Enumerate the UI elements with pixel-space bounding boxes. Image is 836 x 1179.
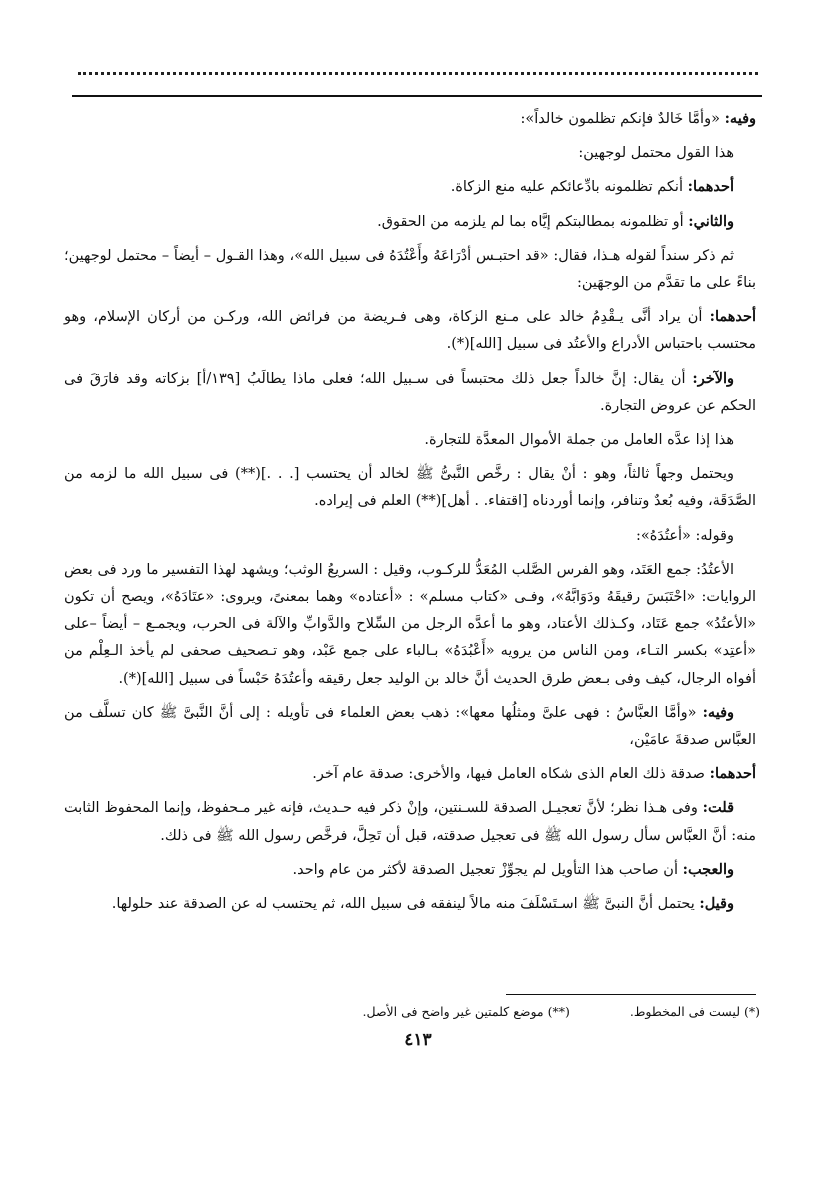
paragraph [64, 890, 756, 918]
paragraph [64, 365, 756, 420]
paragraph [64, 699, 756, 754]
footnote-rule [506, 994, 756, 995]
paragraph-text: أن صاحب هذا التأويل لم يجوِّزْ تعجيل الصدقة لأكثر من عام واحد. [292, 861, 683, 878]
paragraph-lead: وفيه: [724, 110, 756, 127]
paragraph-text: «وأمَّا خَالدٌ فإنكم تظلمون خالداً»: [520, 111, 725, 127]
paragraph [64, 105, 756, 133]
paragraph-lead: أحدهما: [709, 308, 756, 326]
paragraph [64, 856, 756, 884]
paragraph-text: الأعتُدُ: جمع العَتَد، وهو الفرس الصَّلب المُعَدُّ للركـوب، وقيل : السريعُ الوثب؛ ويشهد لهذا التفسير ما ورد فى بعض الروايات: «احْتَبَسَ رقيقَهُ ودَوَابَّهُ»، وفـى «كتاب مسلم» : «أعتاده» وهما بمعنىً، ويروى: «عتَادَهُ»، ويصح أن تكون «الأعتُدُ» جمع عَتَاد، وكـذلك الأعتاد، وهو ما أعدَّه الرجل من السِّلاح والدَّوابِّ والآلة فى الحرب، ويجمـع – أيضاً –على «أعتِد» بكسر التـاء، ومن الناس من يرويه «أَعْبُدَهُ» بـالباء على جمع عَبْد، وهو تـصحيف صحفى لم يأخذ الـعِلْم من أفواه الرجال، كيف وفى بـعض طرق الحديث أنَّ خالد بن الوليد جعل رقيقه وأعتُدَهُ حَبْساً فى سبيل [الله](*). [64, 561, 756, 687]
paragraph-lead: والعجب: [682, 860, 734, 878]
paragraph-text: صدقة ذلك العام الذى شكاه العامل فيها، والأخرى: صدقة عام آخر. [312, 766, 710, 783]
paragraph [64, 242, 756, 297]
paragraph-text: ثم ذكر سنداً لقوله هـذا، فقال: «قد احتبـس أدْرَاعَهُ وأَعْتُدَهُ فى سبيل الله»، وهذا القـول – أيضاً – محتمل لوجهين؛ بناءً على ما تقدَّم من الوجهَين: [64, 247, 756, 292]
paragraph-lead: قلت: [702, 799, 734, 817]
paragraph [64, 460, 756, 515]
body-text [64, 105, 756, 924]
paragraph-lead: وقيل: [699, 895, 734, 913]
paragraph [64, 760, 756, 788]
paragraph [64, 522, 756, 550]
paragraph-lead: أحدهما: [687, 178, 734, 196]
header-solid-rule [72, 95, 762, 97]
footnote-2: (**) موضع كلمتين غير واضح فى الأصل. [362, 1004, 570, 1019]
paragraph-text: وفى هـذا نظر؛ لأنَّ تعجيـل الصدقة للسـنتين، وإنْ ذكر فيه حـديث، فإنه غير مـحفوظ، وإنما المحفوظ الثابت منه: أنَّ العبَّاس سأل رسول الله ﷺ فى تعجيل صدقته، قبل أن تَحِلَّ، فرخَّص رسول الله ﷺ فى ذلك. [64, 800, 756, 844]
paragraph [64, 139, 756, 167]
paragraph-lead: والآخر: [692, 369, 734, 387]
paragraph [64, 303, 756, 358]
paragraph [64, 173, 756, 201]
paragraph [64, 794, 756, 849]
paragraph-lead: والثاني: [688, 212, 734, 230]
page-number: ٤١٣ [404, 1030, 432, 1050]
paragraph [64, 426, 756, 454]
paragraph [64, 208, 756, 236]
paragraph-text: أن يراد أنَّى يـقْدِمُ خالد على مـنع الزكاة، وهى فـريضة من فرائض الله، وركـن من أركان الإسلام، وهو محتسب باحتباس الأدراع والأعتُد فى سبيل [الله](*). [64, 309, 756, 353]
header-dotted-rule [78, 72, 758, 75]
footnote-1: (*) ليست فى المخطوط. [629, 1004, 760, 1019]
paragraph-text: أنكم تظلمونه بادِّعائكم عليه منع الزكاة. [450, 179, 688, 196]
paragraph-lead: أحدهما: [709, 765, 756, 783]
paragraph-text: ويحتمل وجهاً ثالثاً، وهو : أنْ يقال : رخَّص النَّبىُّ ﷺ لخالد أن يحتسب [. . .](**) فى سبيل الله ما لزمه من الصَّدَقَة، وفيه بُعدٌ وتنافر، وإنما أوردناه [اقتفاء. . أهل](**) العلم فى إيراده. [64, 466, 756, 510]
paragraph-text: «وأمَّا العبَّاسُ : فهى علىَّ ومثلُها معها»: ذهب بعض العلماء فى تأويله : إلى أنَّ النَّبىَّ ﷺ كان تسلَّف من العبَّاس صدقةَ عامَيْن، [64, 704, 756, 749]
paragraph-text: هذا إذا عدَّه العامل من جملة الأموال المعدَّة للتجارة. [424, 432, 734, 449]
paragraph-text: أن يقال: إنَّ خالداً جعل ذلك محتبساً فى سـبيل الله؛ فعلى ماذا يطالَبُ [١٣٩/أ] بزكاته وقد فارَقَ فى الحكم عن عروض التجارة. [64, 370, 756, 414]
footnotes [220, 1004, 760, 1019]
paragraph [64, 556, 756, 693]
paragraph-text: هذا القول محتمل لوجهين: [578, 145, 734, 162]
paragraph-text: وقوله: «أعتُدَهُ»: [635, 527, 734, 544]
paragraph-text: أو تظلمونه بمطالبتكم إيَّاه بما لم يلزمه من الحقوق. [377, 213, 689, 230]
paragraph-lead: وفيه: [702, 703, 734, 721]
paragraph-text: يحتمل أنَّ النبىَّ ﷺ اسـتَسْلَفَ منه مالاً لينفقه فى سبيل الله، ثم يحتسب له عن الصدقة عند حلولها. [111, 896, 700, 913]
